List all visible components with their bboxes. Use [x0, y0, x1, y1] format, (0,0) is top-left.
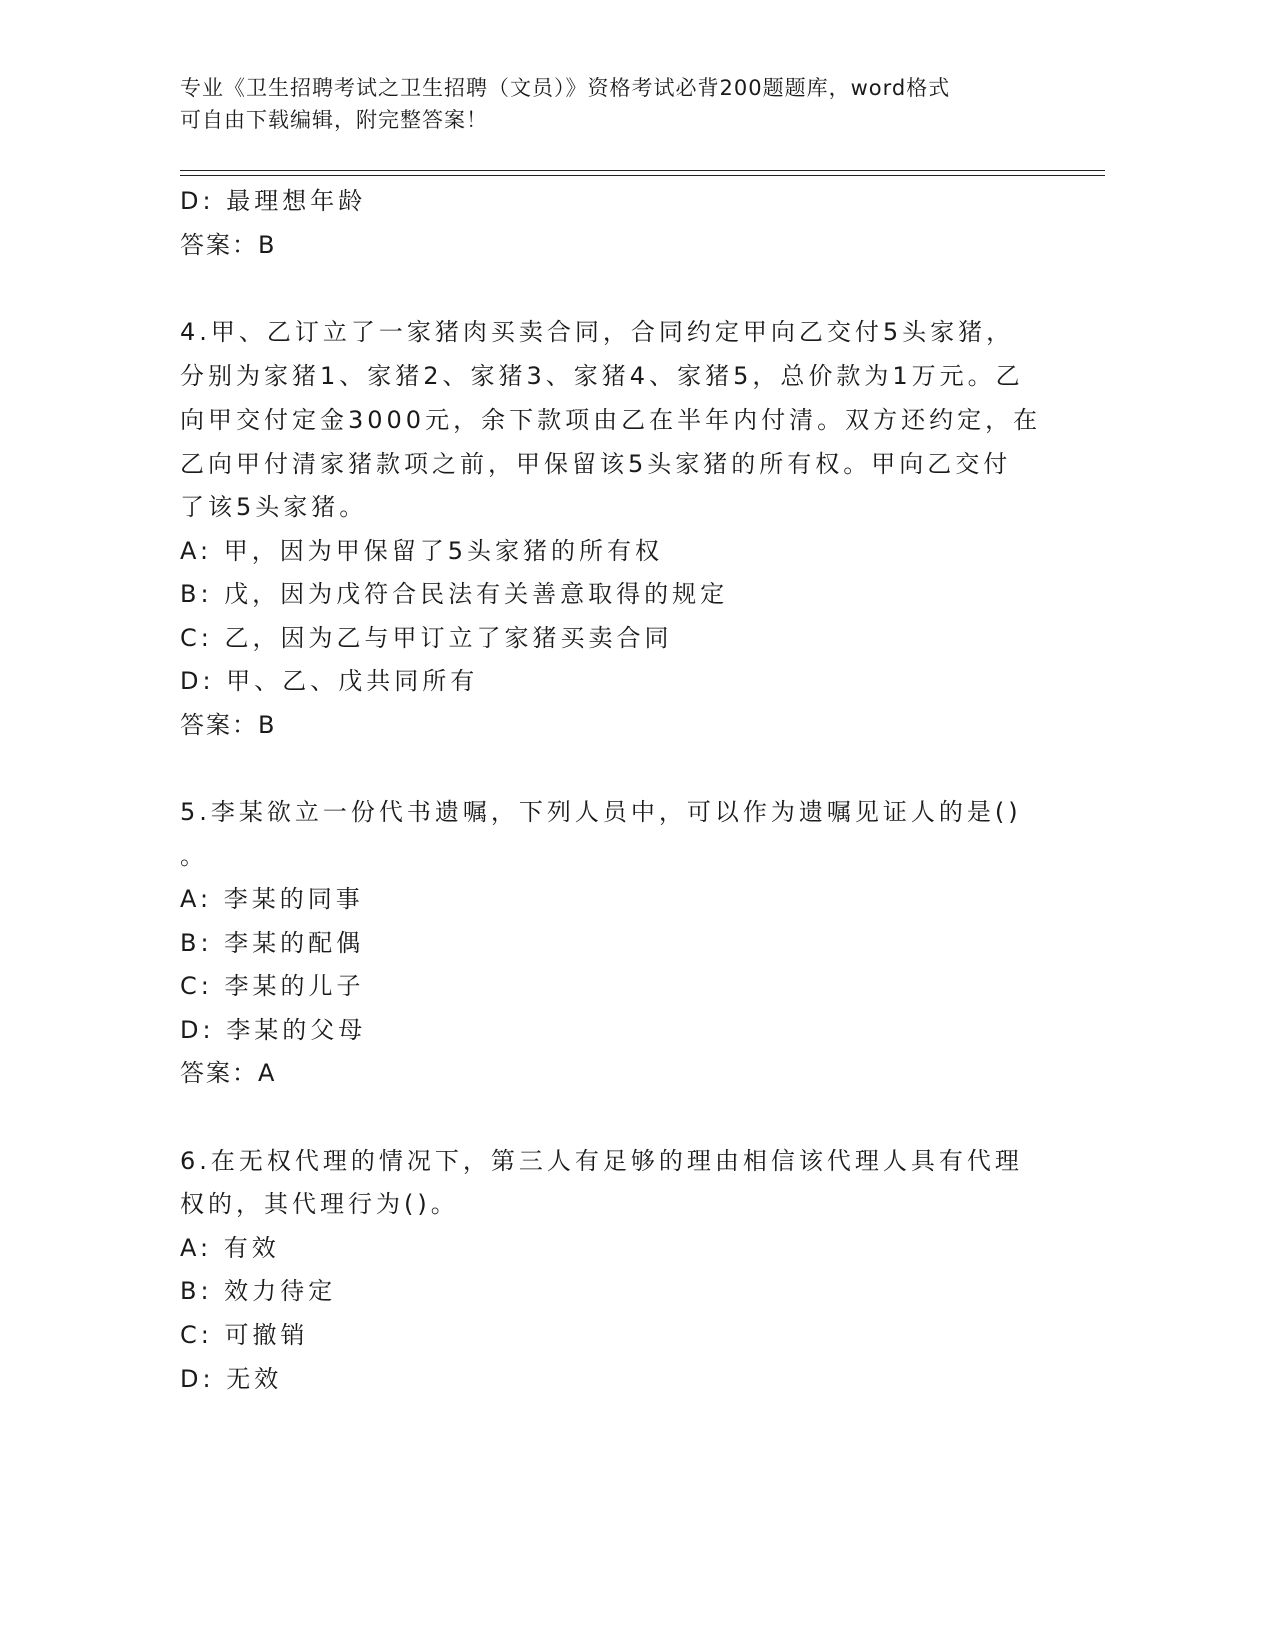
q4-option-b: B: 戊，因为戊符合民法有关善意取得的规定	[180, 580, 729, 608]
header-divider-bottom	[180, 175, 1105, 176]
q6-stem-line-1: 6.在无权代理的情况下，第三人有足够的理由相信该代理人具有代理	[180, 1147, 1023, 1175]
q5-option-c: C: 李某的儿子	[180, 972, 365, 1000]
q5-option-b: B: 李某的配偶	[180, 929, 365, 957]
q6-option-b: B: 效力待定	[180, 1277, 337, 1305]
q4-stem-line-2: 分别为家猪1、家猪2、家猪3、家猪4、家猪5，总价款为1万元。乙	[180, 362, 1024, 390]
q6-option-c: C: 可撤销	[180, 1321, 309, 1349]
q5-answer: 答案：A	[180, 1059, 277, 1087]
q4-stem-line-1: 4.甲、乙订立了一家猪肉买卖合同，合同约定甲向乙交付5头家猪，	[180, 318, 1015, 346]
q5-option-a: A: 李某的同事	[180, 885, 364, 913]
q5-stem-line-2: 。	[180, 842, 208, 870]
q4-answer: 答案：B	[180, 711, 277, 739]
q3-answer: 答案：B	[180, 231, 277, 259]
q5-option-d: D: 李某的父母	[180, 1016, 367, 1044]
q4-option-d: D: 甲、乙、戊共同所有	[180, 667, 479, 695]
q6-option-a: A: 有效	[180, 1234, 280, 1262]
q5-stem-line-1: 5.李某欲立一份代书遗嘱，下列人员中，可以作为遗嘱见证人的是()	[180, 798, 1022, 826]
header-divider-top	[180, 170, 1105, 171]
q4-option-a: A: 甲，因为甲保留了5头家猪的所有权	[180, 537, 663, 565]
q6-option-d: D: 无效	[180, 1365, 283, 1393]
header-line-2: 可自由下载编辑，附完整答案！	[180, 108, 488, 132]
document-header	[180, 72, 1060, 136]
q3-option-d: D: 最理想年龄	[180, 187, 367, 215]
q4-stem-line-3: 向甲交付定金3000元，余下款项由乙在半年内付清。双方还约定，在	[180, 406, 1042, 434]
q4-stem-line-4: 乙向甲付清家猪款项之前，甲保留该5头家猪的所有权。甲向乙交付	[180, 450, 1012, 478]
header-line-1: 专业《卫生招聘考试之卫生招聘（文员）》资格考试必背200题题库，word格式	[180, 76, 951, 100]
q6-stem-line-2: 权的，其代理行为()。	[180, 1190, 459, 1218]
q4-stem-line-5: 了该5头家猪。	[180, 493, 368, 521]
q4-option-c: C: 乙，因为乙与甲订立了家猪买卖合同	[180, 624, 673, 652]
